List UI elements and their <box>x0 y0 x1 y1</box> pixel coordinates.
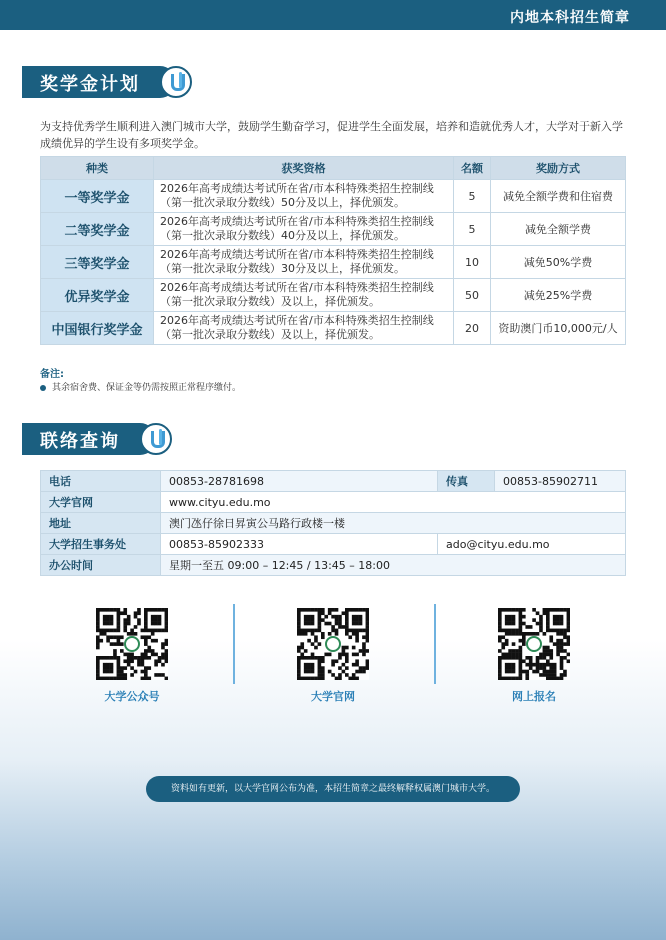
address-value: 澳门氹仔徐日昇寅公马路行政楼一楼 <box>161 513 626 534</box>
scholarship-type: 优异奖学金 <box>41 279 154 312</box>
scholarship-reward: 减免25%学费 <box>491 279 626 312</box>
office-label: 大学招生事务处 <box>41 534 161 555</box>
phone-label: 电话 <box>41 471 161 492</box>
scholarship-qualification: 2026年高考成绩达考试所在省/市本科特殊类招生控制线 （第一批次录取分数线）及以上，择优颁发。 <box>154 279 454 312</box>
contact-row-website <box>41 492 626 513</box>
column-header-qualification: 获奖资格 <box>154 157 454 180</box>
scholarship-qualification: 2026年高考成绩达考试所在省/市本科特殊类招生控制线 （第一批次录取分数线）及以上，择优颁发。 <box>154 312 454 345</box>
scholarship-type: 二等奖学金 <box>41 213 154 246</box>
office-email[interactable]: ado@cityu.edu.mo <box>438 534 626 555</box>
table-row <box>41 213 626 246</box>
contact-section-header <box>22 423 172 455</box>
scholarship-qualification: 2026年高考成绩达考试所在省/市本科特殊类招生控制线 （第一批次录取分数线）30分及以上，择优颁发。 <box>154 246 454 279</box>
qr-code-icon[interactable] <box>297 608 369 680</box>
qr-label: 大学公众号 <box>104 690 160 703</box>
contact-section-title: 联络查询 <box>40 431 120 452</box>
university-u-logo-icon <box>140 423 172 455</box>
qr-code-icon[interactable] <box>498 608 570 680</box>
scholarship-section-title: 奖学金计划 <box>40 74 140 95</box>
scholarship-type: 中国银行奖学金 <box>41 312 154 345</box>
scholarship-quota: 5 <box>454 180 491 213</box>
scholarship-quota: 5 <box>454 213 491 246</box>
scholarship-reward: 资助澳门币10,000元/人 <box>491 312 626 345</box>
fax-value: 00853-85902711 <box>495 471 626 492</box>
footer-disclaimer: 资料如有更新，以大学官网公布为准，本招生简章之最终解释权属澳门城市大学。 <box>146 776 520 802</box>
scholarship-reward: 减免全额学费 <box>491 213 626 246</box>
bullet-dot-icon <box>40 385 46 391</box>
column-header-reward: 奖励方式 <box>491 157 626 180</box>
phone-value: 00853-28781698 <box>161 471 438 492</box>
qr-block-website <box>233 604 433 704</box>
qr-code-icon[interactable] <box>96 608 168 680</box>
hours-value: 星期一至五 09:00 – 12:45 / 13:45 – 18:00 <box>161 555 626 576</box>
office-phone: 00853-85902333 <box>161 534 438 555</box>
contact-row-address <box>41 513 626 534</box>
scholarship-type: 三等奖学金 <box>41 246 154 279</box>
scholarship-qualification: 2026年高考成绩达考试所在省/市本科特殊类招生控制线 （第一批次录取分数线）50分及以上，择优颁发。 <box>154 180 454 213</box>
scholarship-section-header <box>22 66 192 98</box>
website-label: 大学官网 <box>41 492 161 513</box>
table-row <box>41 246 626 279</box>
scholarship-qualification: 2026年高考成绩达考试所在省/市本科特殊类招生控制线 （第一批次录取分数线）40分及以上，择优颁发。 <box>154 213 454 246</box>
contact-table <box>40 470 626 576</box>
qr-label: 网上报名 <box>512 690 556 703</box>
qr-block-apply <box>434 604 634 704</box>
scholarship-reward: 减免全额学费和住宿费 <box>491 180 626 213</box>
top-banner <box>0 0 666 30</box>
qr-block-wechat <box>32 604 232 704</box>
table-row <box>41 279 626 312</box>
website-link[interactable]: www.cityu.edu.mo <box>161 492 626 513</box>
column-header-type: 种类 <box>41 157 154 180</box>
note-title: 备注: <box>40 369 64 380</box>
university-u-logo-icon <box>160 66 192 98</box>
note-item: 其余宿舍费、保证金等仍需按照正常程序缴付。 <box>40 380 241 393</box>
table-header-row <box>41 157 626 180</box>
brochure-title: 内地本科招生简章 <box>510 10 630 26</box>
fax-label: 传真 <box>438 471 495 492</box>
table-row <box>41 180 626 213</box>
scholarship-quota: 50 <box>454 279 491 312</box>
contact-row-hours <box>41 555 626 576</box>
scholarship-table <box>40 156 626 345</box>
qr-label: 大学官网 <box>311 690 355 703</box>
scholarship-reward: 减免50%学费 <box>491 246 626 279</box>
scholarship-intro: 为支持优秀学生顺利进入澳门城市大学，鼓励学生勤奋学习，促进学生全面发展，培养和造就优秀人才，大学对于新入学成绩优异的学生设有多项奖学金。 <box>40 120 623 150</box>
hours-label: 办公时间 <box>41 555 161 576</box>
table-row <box>41 312 626 345</box>
scholarship-type: 一等奖学金 <box>41 180 154 213</box>
scholarship-quota: 20 <box>454 312 491 345</box>
contact-row-office <box>41 534 626 555</box>
column-header-quota: 名额 <box>454 157 491 180</box>
address-label: 地址 <box>41 513 161 534</box>
contact-row-phone <box>41 471 626 492</box>
scholarship-quota: 10 <box>454 246 491 279</box>
